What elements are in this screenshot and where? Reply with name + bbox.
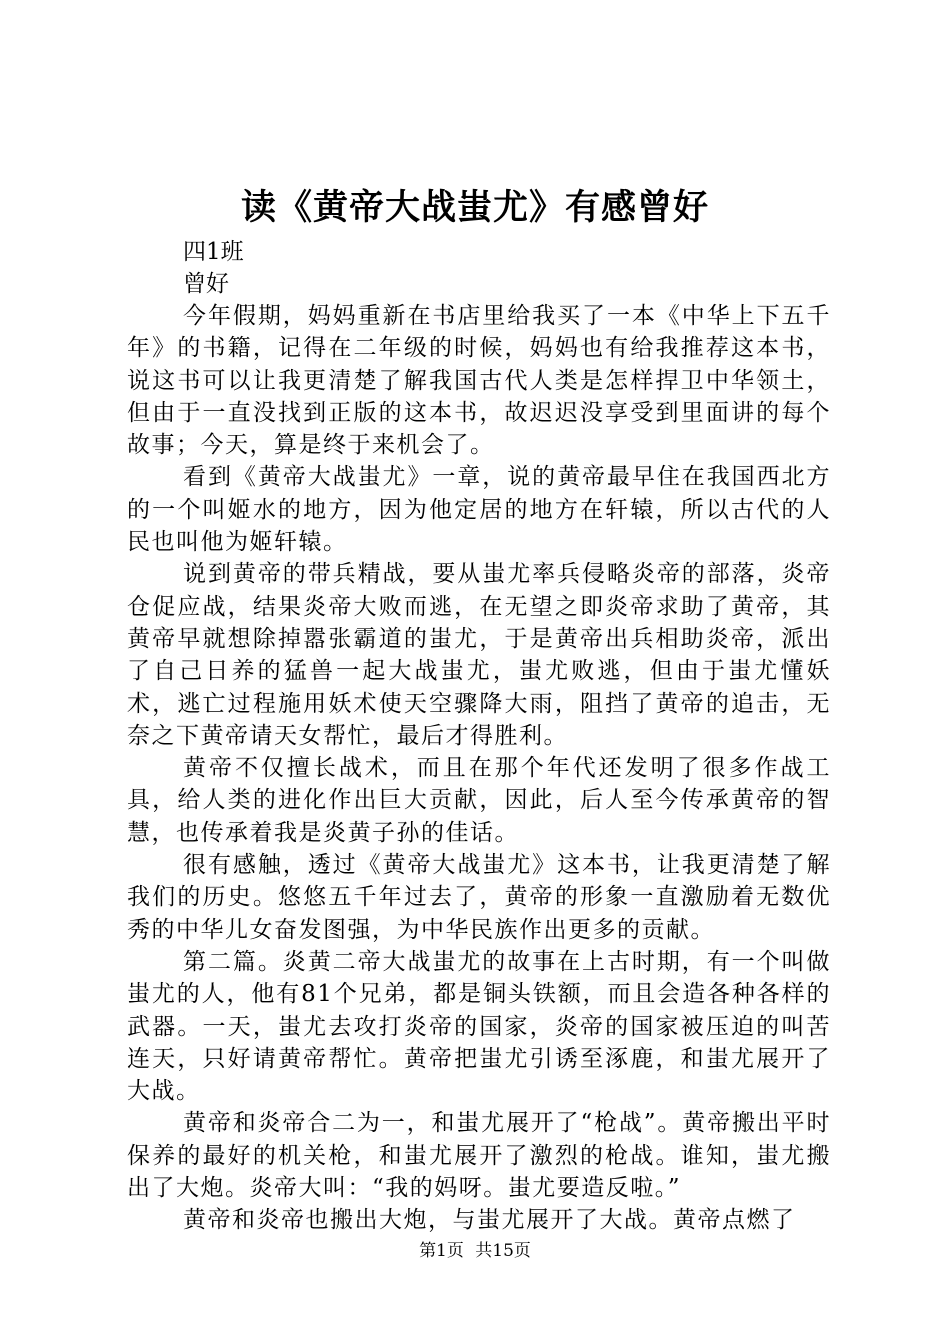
page-total: 共15页 [475, 1241, 531, 1261]
paragraph: 今年假期，妈妈重新在书店里给我买了一本《中华上下五千年》的书籍，记得在二年级的时候，妈妈也有给我推荐这本书，说这书可以让我更清楚了解我国古代人类是怎样捍卫中华领土，但由于一直没找到正版的这本书，故迟迟没享受到里面讲的每个故事；今天，算是终于来机会了。 [127, 303, 831, 459]
paragraph: 第二篇。炎黄二帝大战蚩尤的故事在上古时期，有一个叫做蚩尤的人，他有81个兄弟，都是铜头铁额，而且会造各种各样的武器。一天，蚩尤去攻打炎帝的国家，炎帝的国家被压迫的叫苦连天，只好请黄帝帮忙。黄帝把蚩尤引诱至涿鹿，和蚩尤展开了大战。 [127, 948, 831, 1105]
page-number: 第1页 [419, 1241, 464, 1261]
paragraph: 黄帝和炎帝合二为一，和蚩尤展开了“枪战”。黄帝搬出平时保养的最好的机关枪，和蚩尤展开了激烈的枪战。谁知，蚩尤搬出了大炮。炎帝大叫：“我的妈呀。蚩尤要造反啦。” [127, 1110, 831, 1202]
class-name: 四1班 [183, 239, 244, 265]
paragraph: 黄帝不仅擅长战术，而且在那个年代还发明了很多作战工具，给人类的进化作出巨大贡献，因此，后人至今传承黄帝的智慧，也传承着我是炎黄子孙的佳话。 [127, 755, 831, 846]
paragraph: 说到黄帝的带兵精战，要从蚩尤率兵侵略炎帝的部落，炎帝仓促应战，结果炎帝大败而逃，在无望之即炎帝求助了黄帝，其黄帝早就想除掉嚣张霸道的蚩尤，于是黄帝出兵相助炎帝，派出了自己日养的猛兽一起大战蚩尤，蚩尤败逃，但由于蚩尤懂妖术，逃亡过程施用妖术使天空骤降大雨，阻挡了黄帝的追击，无奈之下黄帝请天女帮忙，最后才得胜利。 [127, 561, 831, 749]
paragraph: 很有感触，透过《黄帝大战蚩尤》这本书，让我更清楚了解我们的历史。悠悠五千年过去了，黄帝的形象一直激励着无数优秀的中华儿女奋发图强，为中华民族作出更多的贡献。 [127, 852, 831, 943]
paragraph: 黄帝和炎帝也搬出大炮，与蚩尤展开了大战。黄帝点燃了 [183, 1207, 796, 1234]
document-body [127, 236, 831, 1237]
page-footer [0, 1239, 950, 1263]
document-title: 读《黄帝大战蚩尤》有感曾好 [240, 187, 709, 228]
author-name: 曾好 [183, 271, 229, 297]
paragraph: 看到《黄帝大战蚩尤》一章，说的黄帝最早住在我国西北方的一个叫姬水的地方，因为他定居的地方在轩辕，所以古代的人民也叫他为姬轩辕。 [127, 464, 831, 556]
